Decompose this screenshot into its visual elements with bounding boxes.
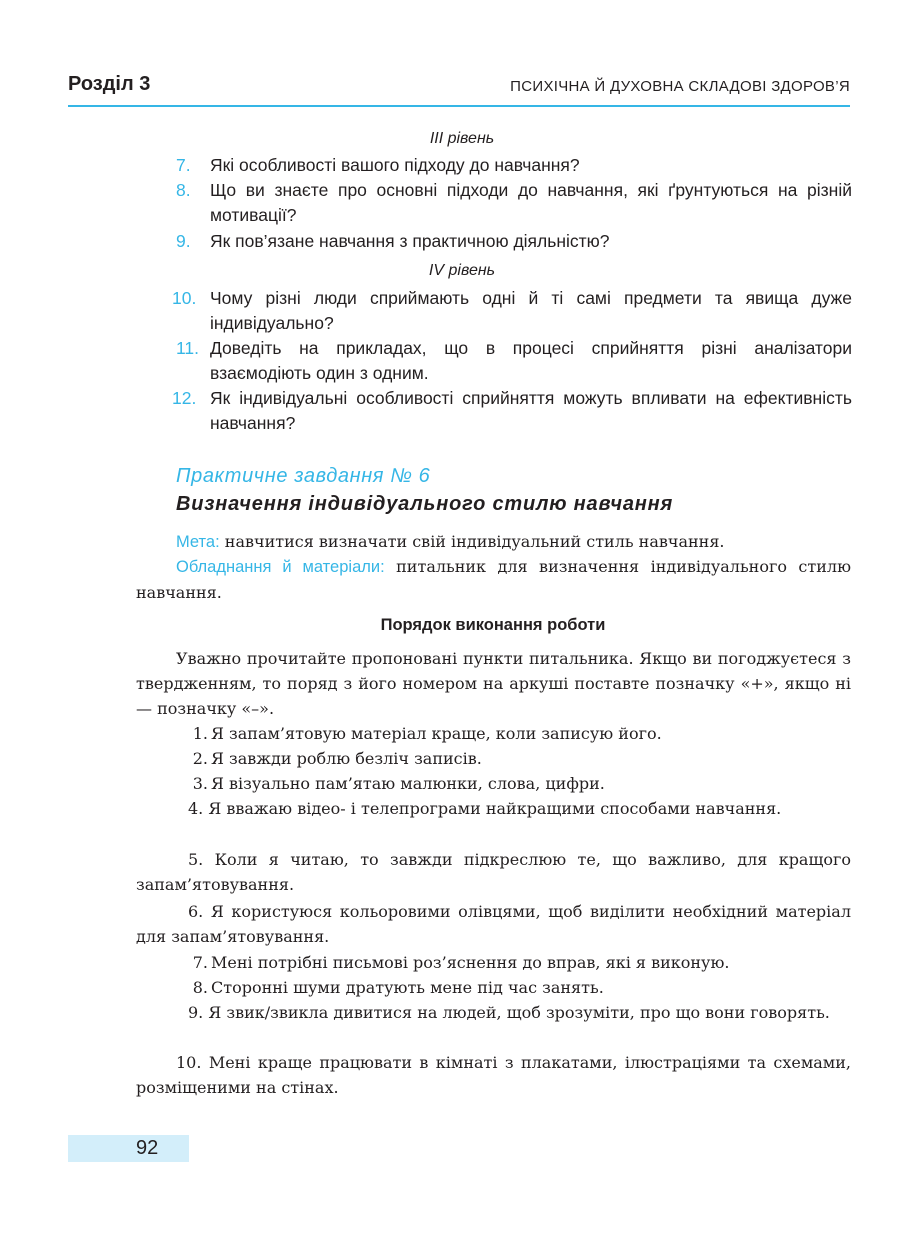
question-text: Чому різні люди сприймають одні й ті самі предмети та явища дуже індивідуально? [210, 288, 852, 333]
goal-text: навчитися визначати свій індивідуальний стиль навчання. [219, 532, 725, 551]
chapter-title: ПСИХІЧНА Й ДУХОВНА СКЛАДОВІ ЗДОРОВ’Я [510, 78, 850, 95]
practical-task-title: Практичне завдання № 6 [176, 465, 431, 487]
question-text: Що ви знаєте про основні підходи до навчання, які ґрунтуються на різній мотивації? [210, 180, 852, 225]
item-text: Я запам’ятовую матеріал краще, коли записую його. [211, 724, 662, 743]
question-text: Які особливості вашого підходу до навчання? [210, 155, 580, 175]
equipment-text: питальник для визначення індивідуального стилю навчання. [136, 557, 851, 602]
item-number: 2. [192, 749, 208, 768]
page-number: 92 [136, 1137, 159, 1159]
goal-label: Мета: [176, 533, 220, 551]
question-text: Як індивідуальні особливості сприйняття можуть впливати на ефективність навчання? [210, 388, 852, 433]
item-text: Я користуюся кольоровими олівцями, щоб виділити необхідний матеріал для запам’ятовування. [136, 902, 851, 946]
item-number: 9. [188, 1003, 204, 1022]
question-text: Як пов’язане навчання з практичною діяльністю? [210, 231, 610, 251]
questionnaire-item [136, 950, 851, 975]
goal-paragraph [136, 529, 851, 555]
question-item [176, 153, 852, 178]
question-item [172, 286, 852, 336]
item-number: 3. [192, 774, 208, 793]
item-number: 5. [188, 850, 204, 869]
level-title: ІV рівень [428, 262, 496, 279]
question-number: 12. [172, 388, 197, 408]
level-title: ІІІ рівень [429, 130, 495, 147]
questionnaire-item [136, 1000, 851, 1025]
item-number: 7. [192, 953, 208, 972]
question-text: Доведіть на прикладах, що в процесі сприйняття різні аналізатори взаємодіють один з одним. [210, 338, 852, 383]
question-number: 7. [176, 155, 191, 175]
question-item [176, 178, 852, 228]
questionnaire-item [136, 796, 851, 821]
questionnaire-item [136, 975, 851, 1000]
item-text: Я завжди роблю безліч записів. [211, 749, 482, 768]
item-number: 6. [188, 902, 204, 921]
item-text: Я звик/звикла дивитися на людей, щоб зрозуміти, про що вони говорять. [208, 1003, 830, 1022]
questionnaire-item [136, 746, 851, 771]
questionnaire-item [136, 899, 851, 949]
item-text: Коли я читаю, то завжди підкреслюю те, що важливо, для кращого запам’ятовування. [136, 850, 851, 894]
questionnaire-item [136, 771, 851, 796]
questionnaire-item [136, 1050, 851, 1100]
item-text: Я вважаю відео- і телепрограми найкращими способами навчання. [208, 799, 782, 818]
item-text: Мені потрібні письмові роз’яснення до вправ, які я виконую. [211, 953, 730, 972]
question-item [176, 336, 852, 386]
item-number: 1. [192, 724, 208, 743]
item-text: Мені краще працювати в кімнаті з плакатами, ілюстраціями та схемами, розміщеними на стінах. [136, 1053, 852, 1097]
questionnaire-item [136, 721, 851, 746]
item-number: 4. [188, 799, 204, 818]
equipment-paragraph [136, 554, 851, 605]
question-number: 8. [176, 180, 191, 200]
question-number: 9. [176, 231, 191, 251]
practical-task-subtitle: Визначення індивідуального стилю навчання [176, 493, 674, 515]
procedure-intro: Уважно прочитайте пропоновані пункти питальника. Якщо ви погоджуєтеся з твердженням, то поряд з його номером на аркуші поставте позначку «+», якщо ні — позначку «–». [136, 649, 851, 718]
questionnaire-item [136, 847, 851, 897]
question-number: 11. [176, 338, 200, 358]
question-item [176, 229, 852, 254]
page-number-box [68, 1135, 189, 1162]
equipment-label: Обладнання й матеріали: [176, 558, 385, 576]
item-number: 8. [192, 978, 208, 997]
item-number: 10. [176, 1053, 202, 1072]
question-number: 10. [172, 288, 197, 308]
question-item [172, 386, 852, 436]
procedure-title: Порядок виконання роботи [380, 616, 606, 634]
item-text: Я візуально пам’ятаю малюнки, слова, цифри. [211, 774, 605, 793]
item-text: Сторонні шуми дратують мене під час занять. [211, 978, 604, 997]
page-header [68, 71, 850, 107]
section-label: Розділ 3 [68, 73, 151, 95]
